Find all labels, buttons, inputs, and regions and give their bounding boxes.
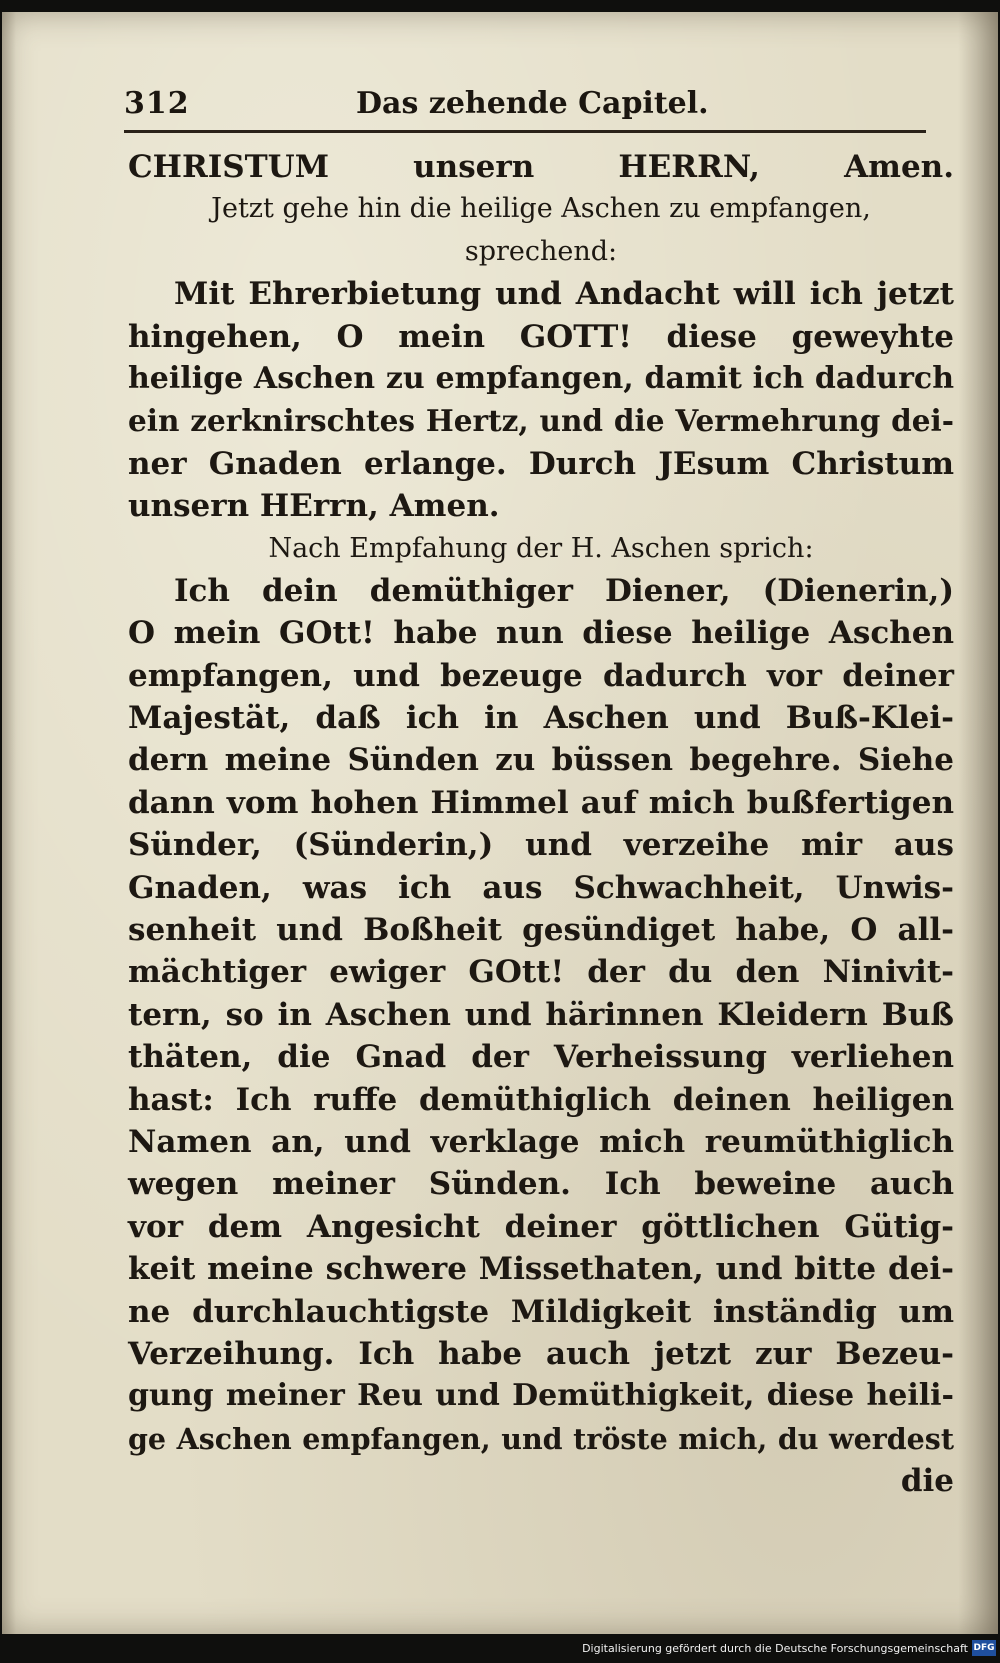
text-line: ne durchlauchtigste Mildigkeit inständig um <box>128 1293 954 1330</box>
rubric-line: sprechend: <box>464 235 618 267</box>
book-page <box>2 12 998 1634</box>
rubric-line: Jetzt gehe hin die heilige Aschen zu empfangen, <box>211 193 871 225</box>
text-line: Gnaden, was ich aus Schwachheit, Unwis- <box>128 869 954 906</box>
page-edge-shadow <box>958 12 998 1634</box>
text-line: Majestät, daß ich in Aschen und Buß-Klei- <box>128 700 954 737</box>
running-title: Das zehende Capitel. <box>356 86 709 121</box>
text-line: vor dem Angesicht deiner göttlichen Gütig- <box>128 1208 954 1245</box>
footer-bar <box>0 1636 1000 1663</box>
page-gutter-shadow <box>2 12 16 1634</box>
text-line: dern meine Sünden zu büssen begehre. Siehe <box>128 742 954 779</box>
text-line: tern, so in Aschen und härinnen Kleidern Buß <box>128 996 954 1033</box>
text-line: O mein GOtt! habe nun diese heilige Aschen <box>128 615 954 652</box>
text-line: senheit und Boßheit gesündiget habe, O all- <box>128 912 954 949</box>
text-line: ner Gnaden erlange. Durch JEsum Christum <box>128 445 954 482</box>
page-body <box>128 146 954 1503</box>
header-rule <box>124 130 926 133</box>
text-line: keit meine schwere Missethaten, und bitte dei- <box>128 1251 954 1288</box>
rubric-line: Nach Empfahung der H. Aschen sprich: <box>268 532 814 564</box>
text-line: Sünder, (Sünderin,) und verzeihe mir aus <box>128 827 954 864</box>
text-line: mächtiger ewiger GOtt! der du den Ninivit- <box>128 954 954 991</box>
text-line: unsern HErrn, Amen. <box>128 488 500 525</box>
text-line: hingehen, O mein GOTT! diese geweyhte <box>128 318 954 355</box>
dfg-logo-icon: DFG <box>972 1640 996 1656</box>
text-line: Verzeihung. Ich habe auch jetzt zur Bezeu- <box>128 1335 954 1372</box>
text-line: empfangen, und bezeuge dadurch vor deiner <box>128 657 954 694</box>
text-line: CHRISTUM unsern HERRN, Amen. <box>128 149 954 185</box>
text-line: Namen an, und verklage mich reumüthiglich <box>128 1123 954 1160</box>
text-line: Ich dein demüthiger Diener, (Dienerin,) <box>174 572 954 609</box>
text-line: gung meiner Reu und Demüthigkeit, diese heili- <box>128 1378 954 1414</box>
text-line: heilige Aschen zu empfangen, damit ich dadurch <box>128 360 954 396</box>
text-line: ein zerknirschtes Hertz, und die Vermehrung dei- <box>128 403 954 439</box>
catchword: die <box>900 1463 954 1500</box>
text-line: wegen meiner Sünden. Ich beweine auch <box>128 1166 954 1203</box>
text-line: ge Aschen empfangen, und tröste mich, du werdest <box>128 1421 954 1456</box>
text-line: Mit Ehrerbietung und Andacht will ich jetzt <box>174 276 954 313</box>
text-line: hast: Ich ruffe demüthiglich deinen heiligen <box>128 1081 954 1118</box>
funding-credit: Digitalisierung gefördert durch die Deutsche Forschungsgemeinschaft <box>582 1642 968 1655</box>
page-number: 312 <box>124 86 190 121</box>
text-line: dann vom hohen Himmel auf mich bußfertigen <box>128 784 954 821</box>
page-header <box>124 78 926 130</box>
text-line: thäten, die Gnad der Verheissung verliehen <box>128 1039 954 1076</box>
